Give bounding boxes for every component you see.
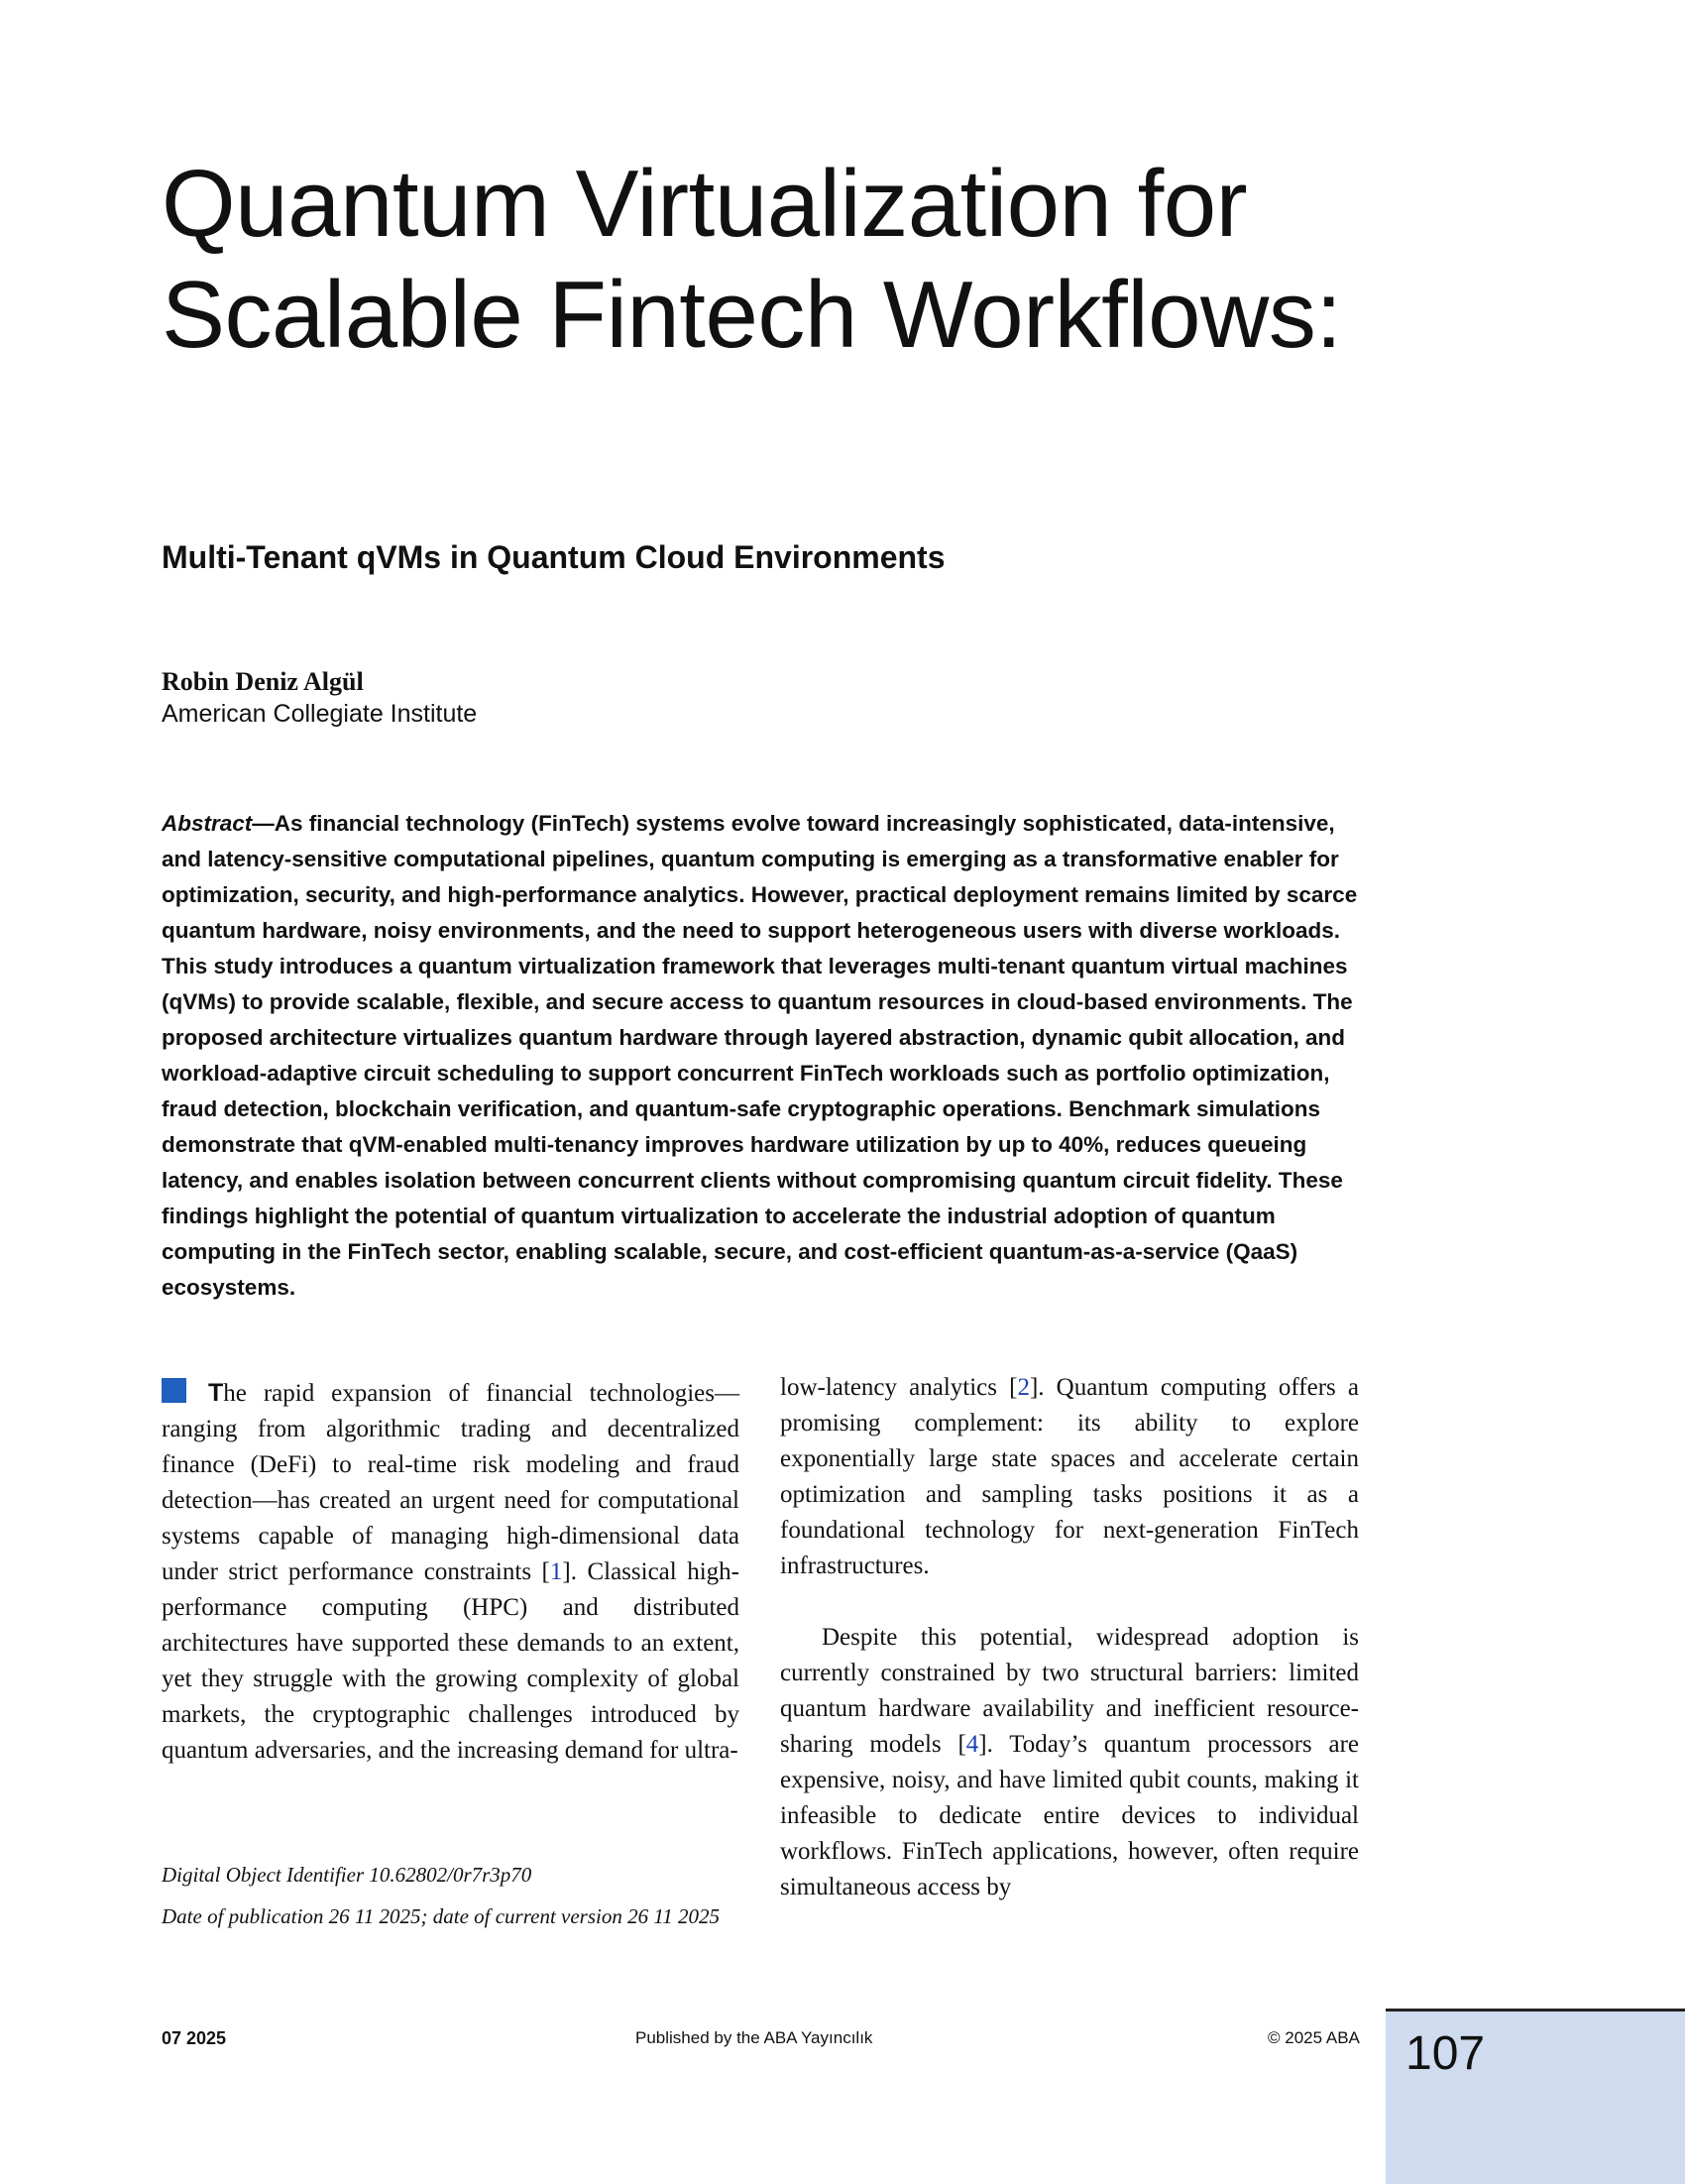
first-letter: T <box>208 1379 224 1407</box>
doi-line: Digital Object Identifier 10.62802/0r7r3p70 <box>162 1863 532 1887</box>
abstract-label: Abstract <box>162 811 253 836</box>
body-column-left <box>162 1375 739 1769</box>
footer-publisher: Published by the ABA Yayıncılık <box>635 2028 873 2047</box>
reference-link-1[interactable]: 1 <box>549 1558 563 1585</box>
article-metadata <box>162 1854 740 1937</box>
footer-copyright: © 2025 ABA <box>1268 2028 1360 2047</box>
reference-link-4[interactable]: 4 <box>965 1731 979 1758</box>
body-p1-part1: low-latency analytics [ <box>780 1374 1018 1401</box>
intro-text-part1: he rapid expansion of financial technologies—ranging from algorithmic trading and decentralized finance (DeFi) to real-time risk modeling and fraud detection—has created an urgent need for computational systems capable of managing high-dimensional data under strict performance constraints [ <box>162 1380 739 1585</box>
intro-text-part2: ]. Classical high-performance computing (HPC) and distributed architectures have supported these demands to an extent, yet they struggle with the growing complexity of global markets, the cryptographic challenges introduced by quantum adversaries, and the increasing demand for ultra- <box>162 1558 739 1764</box>
body-paragraph-2 <box>780 1620 1359 1905</box>
body-p1-part2: ]. Quantum computing offers a promising complement: its ability to explore exponentially large state spaces and accelerate certain optimization and sampling tasks positions it as a foundational technology for next-generation FinTech infrastructures. <box>780 1374 1360 1579</box>
abstract-text: —As financial technology (FinTech) systems evolve toward increasingly sophisticated, data-intensive, and latency-sensitive computational pipelines, quantum computing is emerging as a transformative enabler for optimization, security, and high-performance analytics. However, practical deployment remains limited by scarce quantum hardware, noisy environments, and the need to support heterogeneous users with diverse workloads. This study introduces a quantum virtualization framework that leverages multi-tenant quantum virtual machines (qVMs) to provide scalable, flexible, and secure access to quantum resources in cloud-based environments. The proposed architecture virtualizes quantum hardware through layered abstraction, dynamic qubit allocation, and workload-adaptive circuit scheduling to support concurrent FinTech workloads such as portfolio optimization, fraud detection, blockchain verification, and quantum-safe cryptographic operations. Benchmark simulations demonstrate that qVM-enabled multi-tenancy improves hardware utilization by up to 40%, reduces queueing latency, and enables isolation between concurrent clients without compromising quantum circuit fidelity. These findings highlight the potential of quantum virtualization to accelerate the industrial adoption of quantum computing in the FinTech sector, enabling scalable, secure, and cost-efficient quantum-as-a-service (QaaS) ecosystems. <box>162 811 1358 1300</box>
body-p2-part1: Despite this potential, widespread adoption is currently constrained by two structural barriers: limited quantum hardware availability and inefficient resource-sharing models [ <box>780 1624 1359 1758</box>
body-p2-part2: ]. Today’s quantum processors are expensive, noisy, and have limited qubit counts, making it infeasible to dedicate entire devices to individual workflows. FinTech applications, however, often require simultaneous access by <box>780 1731 1359 1900</box>
body-paragraph-1 <box>780 1370 1359 1584</box>
author-name: Robin Deniz Algül <box>162 667 364 696</box>
page-number: 107 <box>1405 2027 1486 2080</box>
footer-issue: 07 2025 <box>162 2028 227 2048</box>
author-affiliation: American Collegiate Institute <box>162 700 478 728</box>
intro-paragraph <box>162 1375 739 1769</box>
section-marker-icon <box>162 1378 186 1403</box>
reference-link-2[interactable]: 2 <box>1017 1374 1030 1401</box>
paper-title: Quantum Virtualization for Scalable Fintech Workflows: <box>162 151 1342 368</box>
body-column-right <box>780 1370 1359 1905</box>
publication-dates: Date of publication 26 11 2025; date of current version 26 11 2025 <box>162 1904 721 1928</box>
abstract <box>162 806 1363 1306</box>
page-number-box <box>1386 2009 1685 2184</box>
paper-subtitle: Multi-Tenant qVMs in Quantum Cloud Environments <box>162 539 946 575</box>
